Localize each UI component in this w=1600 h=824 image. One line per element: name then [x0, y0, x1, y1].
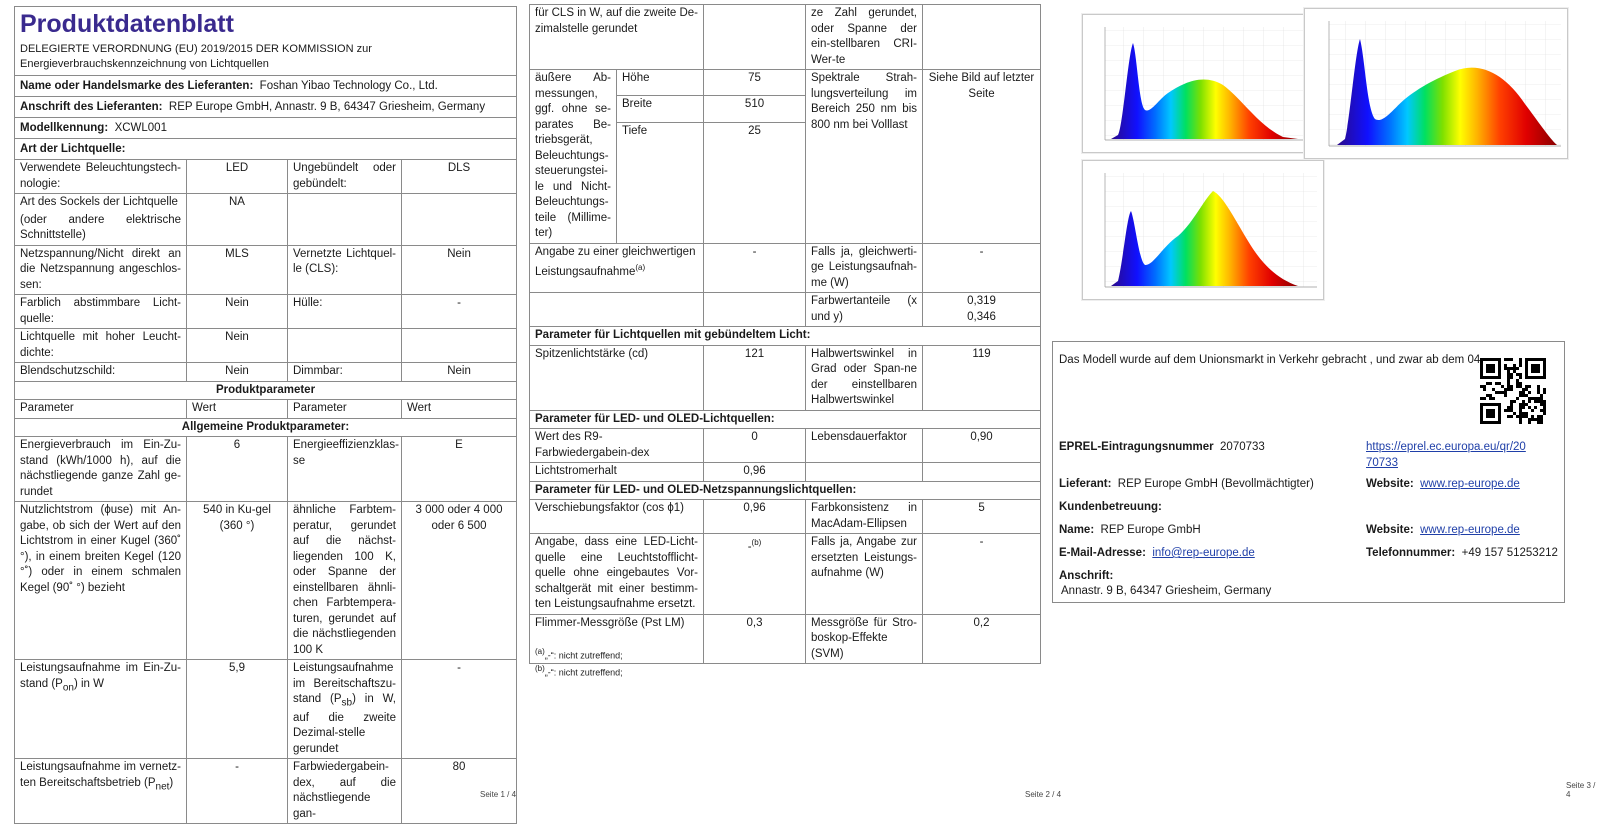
footnote-a-text: „-“: nicht zutreffend; [544, 650, 623, 661]
eec-label: Energieeffizienzklas-se [288, 437, 402, 502]
beam-label: Halbwertswinkel in Grad oder Span-ne der einstellbaren Halbwertswinkel [806, 345, 923, 410]
dimmable-value: Nein [402, 363, 517, 382]
footnote-b-text: „-“: nicht zutreffend; [544, 667, 623, 678]
address-value: Annastr. 9 B, 64347 Griesheim, Germany [1061, 585, 1272, 597]
tech-label: Verwendete Beleuchtungstech-nologie: [15, 160, 187, 194]
bundled-label: Ungebündelt oder gebündelt: [288, 160, 402, 194]
peak-label: Spitzenlichtstärke (cd) [530, 345, 704, 410]
cri-value: 80 [402, 759, 517, 824]
high-luminance-value: Nein [187, 329, 288, 363]
support-label: Kundenbetreuung: [1059, 501, 1162, 513]
page-footer-3: Seite 3 / 4 [1566, 781, 1596, 799]
pnet-sub: net [155, 781, 170, 793]
led-header: Parameter für LED- und OLED-Lichtquellen: [530, 410, 1041, 429]
col-param-1: Parameter [15, 400, 187, 419]
website2-link[interactable]: www.rep-europe.de [1420, 524, 1520, 536]
pon-label [15, 660, 187, 759]
qr-code[interactable] [1480, 358, 1546, 424]
pnet-label-text: Leistungsaufnahme im vernetz-ten Bereitschaftsbetrieb (P [20, 761, 181, 789]
led-mains-header: Parameter für LED- und OLED-Netzspannungslichtquellen: [530, 481, 1041, 500]
page-3 [1059, 0, 1600, 801]
product-params-header: Produktparameter [15, 381, 517, 400]
mains-value: MLS [187, 245, 288, 295]
supplier-name-value: Foshan Yibao Technology Co., Ltd. [259, 80, 438, 92]
depth-label: Tiefe [617, 122, 704, 243]
energy-value: 6 [187, 437, 288, 502]
maint-value: 0,96 [704, 463, 806, 482]
equiv2-value: - [923, 243, 1041, 293]
replace-sup: (b) [751, 538, 762, 547]
pnet-label-end: ) [169, 776, 174, 789]
tech-value: LED [187, 160, 288, 194]
pon-value: 5,9 [187, 660, 288, 759]
equiv-label [530, 243, 704, 293]
flicker-value: 0,3 [704, 614, 806, 664]
general-params-header: Allgemeine Produktparameter: [15, 418, 517, 437]
supplier-value: REP Europe GmbH (Bevollmächtigter) [1117, 478, 1314, 490]
width-value: 510 [704, 96, 806, 122]
flux-label: Nutzlichtstrom (ϕuse) mit An-gabe, ob sich der Wert auf den Lichtstrom in einer Kugel (360˚ °), in einem breiten Kegel (120 °˚) oder in einem schmalen Kegel (90˚ °) bezieht [15, 502, 187, 660]
page-footer-1: Seite 1 / 4 [480, 790, 517, 799]
chroma-x: 0,319 [967, 295, 996, 307]
displacement-value: 0,96 [704, 500, 806, 534]
address-label: Anschrift: [1059, 570, 1114, 582]
socket-label: Art des Sockels der Lichtquelle [20, 196, 178, 208]
spectrum-chart-1 [1082, 14, 1322, 153]
email-label: E-Mail-Adresse: [1059, 547, 1146, 559]
model-label: Modellkennung: [20, 122, 109, 134]
cls-value: Nein [402, 245, 517, 295]
eprel-label: EPREL-Eintragungsnummer [1059, 441, 1214, 453]
width-label: Breite [617, 96, 704, 122]
replace2-value: - [923, 534, 1041, 615]
chroma-label: Farbwertanteile (x und y) [806, 293, 923, 327]
flux-value: 540 in Ku-gel (360 °) [187, 502, 288, 660]
svm-value: 0,2 [923, 614, 1041, 664]
tunable-label: Farblich abstimmbare Licht-quelle: [15, 295, 187, 329]
page-1 [0, 0, 530, 820]
pon-sub: on [62, 681, 74, 693]
energy-label: Energieverbrauch im Ein-Zu-stand (kWh/1000 h), auf die nächstliegende ganze Zahl ge-rundet [15, 437, 187, 502]
bundled-value: DLS [402, 160, 517, 194]
survival-label: Lebensdauerfaktor [806, 429, 923, 463]
replace2-label: Falls ja, Angabe zur ersetzten Leistungs-aufnahme (W) [806, 534, 923, 615]
col-value-1: Wert [187, 400, 288, 419]
website2-label: Website: [1366, 524, 1414, 536]
website-link[interactable]: www.rep-europe.de [1420, 478, 1520, 490]
r9-value: 0 [704, 429, 806, 463]
col-param-2: Parameter [288, 400, 402, 419]
cls-standby-label-cont: für CLS in W, auf die zweite De-zimalstelle gerundet [530, 5, 704, 70]
depth-value: 25 [704, 122, 806, 243]
supplier-address-label: Anschrift des Lieferanten: [20, 101, 163, 113]
cct-value: 3 000 oder 4 000 oder 6 500 [402, 502, 517, 660]
r9-label: Wert des R9-Farbwiedergabein-dex [530, 429, 704, 463]
eprel-link-line-2[interactable]: 70733 [1366, 457, 1398, 469]
page-footer-2: Seite 2 / 4 [1025, 790, 1062, 799]
footnote-a-mark: (a) [535, 647, 545, 656]
spectrum-chart-3 [1082, 160, 1324, 300]
light-source-type-label: Art der Lichtquelle: [15, 139, 517, 160]
cct-label: ähnliche Farbtem-peratur, gerundet auf die nächst-liegenden 100 K, oder Spanne der einstellbaren ähnli-chen Farbtempera-turen, gerundet auf die nächstliegenden 100 K [288, 502, 402, 660]
svm-label: Messgröße für Stro-boskop-Effekte (SVM) [806, 614, 923, 664]
envelope-label: Hülle: [288, 295, 402, 329]
eec-value: E [402, 437, 517, 502]
equiv-value: - [704, 243, 806, 293]
equiv-label-text: Angabe zu einer gleichwertigen Leistungsaufnahme [535, 245, 696, 278]
product-datasheet-table [14, 6, 517, 824]
replace-label: Angabe, dass eine LED-Licht-quelle eine Leuchtstofflicht-quelle ohne eingebautes Vor-schaltgerät mit einer bestimm-ten Leistungsaufnahme ersetzt. [530, 534, 704, 615]
supplier-address-value: REP Europe GmbH, Annastr. 9 B, 64347 Griesheim, Germany [168, 101, 486, 113]
regulation-text: DELEGIERTE VERORDNUNG (EU) 2019/2015 DER KOMMISSION zur Energieverbrauchskennzeichnung von Lichtquellen [20, 43, 372, 70]
socket-label-2: (oder andere elektrische Schnittstelle) [20, 213, 181, 241]
spectral-value: Siehe Bild auf letzter Seite [923, 70, 1041, 244]
cls-label: Vernetzte Lichtquel-le (CLS): [288, 245, 402, 295]
cri-label: Farbwiedergabein-dex, auf die nächstliegende gan- [288, 759, 402, 824]
market-text: Das Modell wurde auf dem Unionsmarkt in Verkehr gebracht , und zwar ab dem 04 [1059, 354, 1481, 366]
beam-value: 119 [923, 345, 1041, 410]
equiv2-label: Falls ja, gleichwerti-ge Leistungsaufnah-me (W) [806, 243, 923, 293]
footnote-a [535, 647, 623, 661]
socket-value: NA [187, 194, 288, 246]
website-label: Website: [1366, 478, 1414, 490]
dimmable-label: Dimmbar: [288, 363, 402, 382]
eprel-link-line-1[interactable]: https://eprel.ec.europa.eu/qr/20 [1366, 441, 1526, 453]
directional-header: Parameter für Lichtquellen mit gebündeltem Licht: [530, 327, 1041, 346]
dimensions-label: äußere Ab-messungen, ggf. ohne se-parates Be-triebsgerät, Beleuchtungs-steuerungstei-le und Nicht-Beleuchtungs-teile (Millime-ter) [530, 70, 617, 244]
flicker-label: Flimmer-Messgröße (Pst LM) [530, 614, 704, 664]
page-2 [535, 0, 1065, 801]
height-value: 75 [704, 70, 806, 96]
psb-label-end: ) in W, auf die zweite Dezimal-stelle gerundet [293, 693, 396, 755]
col-value-2: Wert [402, 400, 517, 419]
supplier-label: Lieferant: [1059, 478, 1112, 490]
registration-info-box [1052, 341, 1565, 603]
pnet-value: - [187, 759, 288, 824]
supplier-name-label: Name oder Handelsmarke des Lieferanten: [20, 80, 254, 92]
psb-label [288, 660, 402, 759]
equiv-sup: (a) [635, 263, 646, 272]
phone-label: Telefonnummer: [1366, 547, 1456, 559]
chroma-y: 0,346 [967, 310, 996, 323]
replace-value [704, 534, 806, 615]
displacement-label: Verschiebungsfaktor (cos ϕ1) [530, 500, 704, 534]
tunable-value: Nein [187, 295, 288, 329]
model-value: XCWL001 [114, 122, 167, 134]
replace-value-text: - [747, 540, 752, 553]
pnet-label [15, 759, 187, 824]
email-link[interactable]: info@rep-europe.de [1152, 547, 1255, 559]
parameters-table [529, 4, 1041, 664]
height-label: Höhe [617, 70, 704, 96]
high-luminance-label: Lichtquelle mit hoher Leucht-dichte: [15, 329, 187, 363]
psb-value: - [402, 660, 517, 759]
color-consistency-label: Farbkonsistenz in MacAdam-Ellipsen [806, 500, 923, 534]
spectral-label: Spektrale Strah-lungsverteilung im Bereich 250 nm bis 800 nm bei Volllast [806, 70, 923, 244]
color-consistency-value: 5 [923, 500, 1041, 534]
pon-label-end: ) in W [73, 677, 104, 690]
eprel-link[interactable] [1366, 439, 1526, 471]
peak-value: 121 [704, 345, 806, 410]
maint-label: Lichtstromerhalt [530, 463, 704, 482]
pon-label-text: Leistungsaufnahme im Ein-Zu-stand (P [20, 662, 181, 690]
mains-label: Netzspannung/Nicht direkt an die Netzspannung angeschlos-sen: [15, 245, 187, 295]
eprel-value: 2070733 [1220, 441, 1265, 453]
phone-value: +49 157 51253212 [1461, 547, 1558, 559]
contact-name-label: Name: [1059, 524, 1095, 536]
page-title: Produktdatenblatt [20, 10, 234, 38]
contact-name-value: REP Europe GmbH [1100, 524, 1201, 536]
envelope-value: - [402, 295, 517, 329]
antiglare-value: Nein [187, 363, 288, 382]
psb-label-text: Leistungsaufnahme im Bereitschaftszu-stand (P [293, 662, 396, 705]
psb-sub: sb [341, 697, 353, 709]
cri-label-cont: ze Zahl gerundet, oder Spanne der ein-stellbaren CRI-Wer-te [806, 5, 923, 70]
spectrum-chart-2 [1304, 8, 1568, 159]
footnote-b [535, 664, 623, 678]
antiglare-label: Blendschutzschild: [15, 363, 187, 382]
survival-value: 0,90 [923, 429, 1041, 463]
footnote-b-mark: (b) [535, 664, 545, 673]
